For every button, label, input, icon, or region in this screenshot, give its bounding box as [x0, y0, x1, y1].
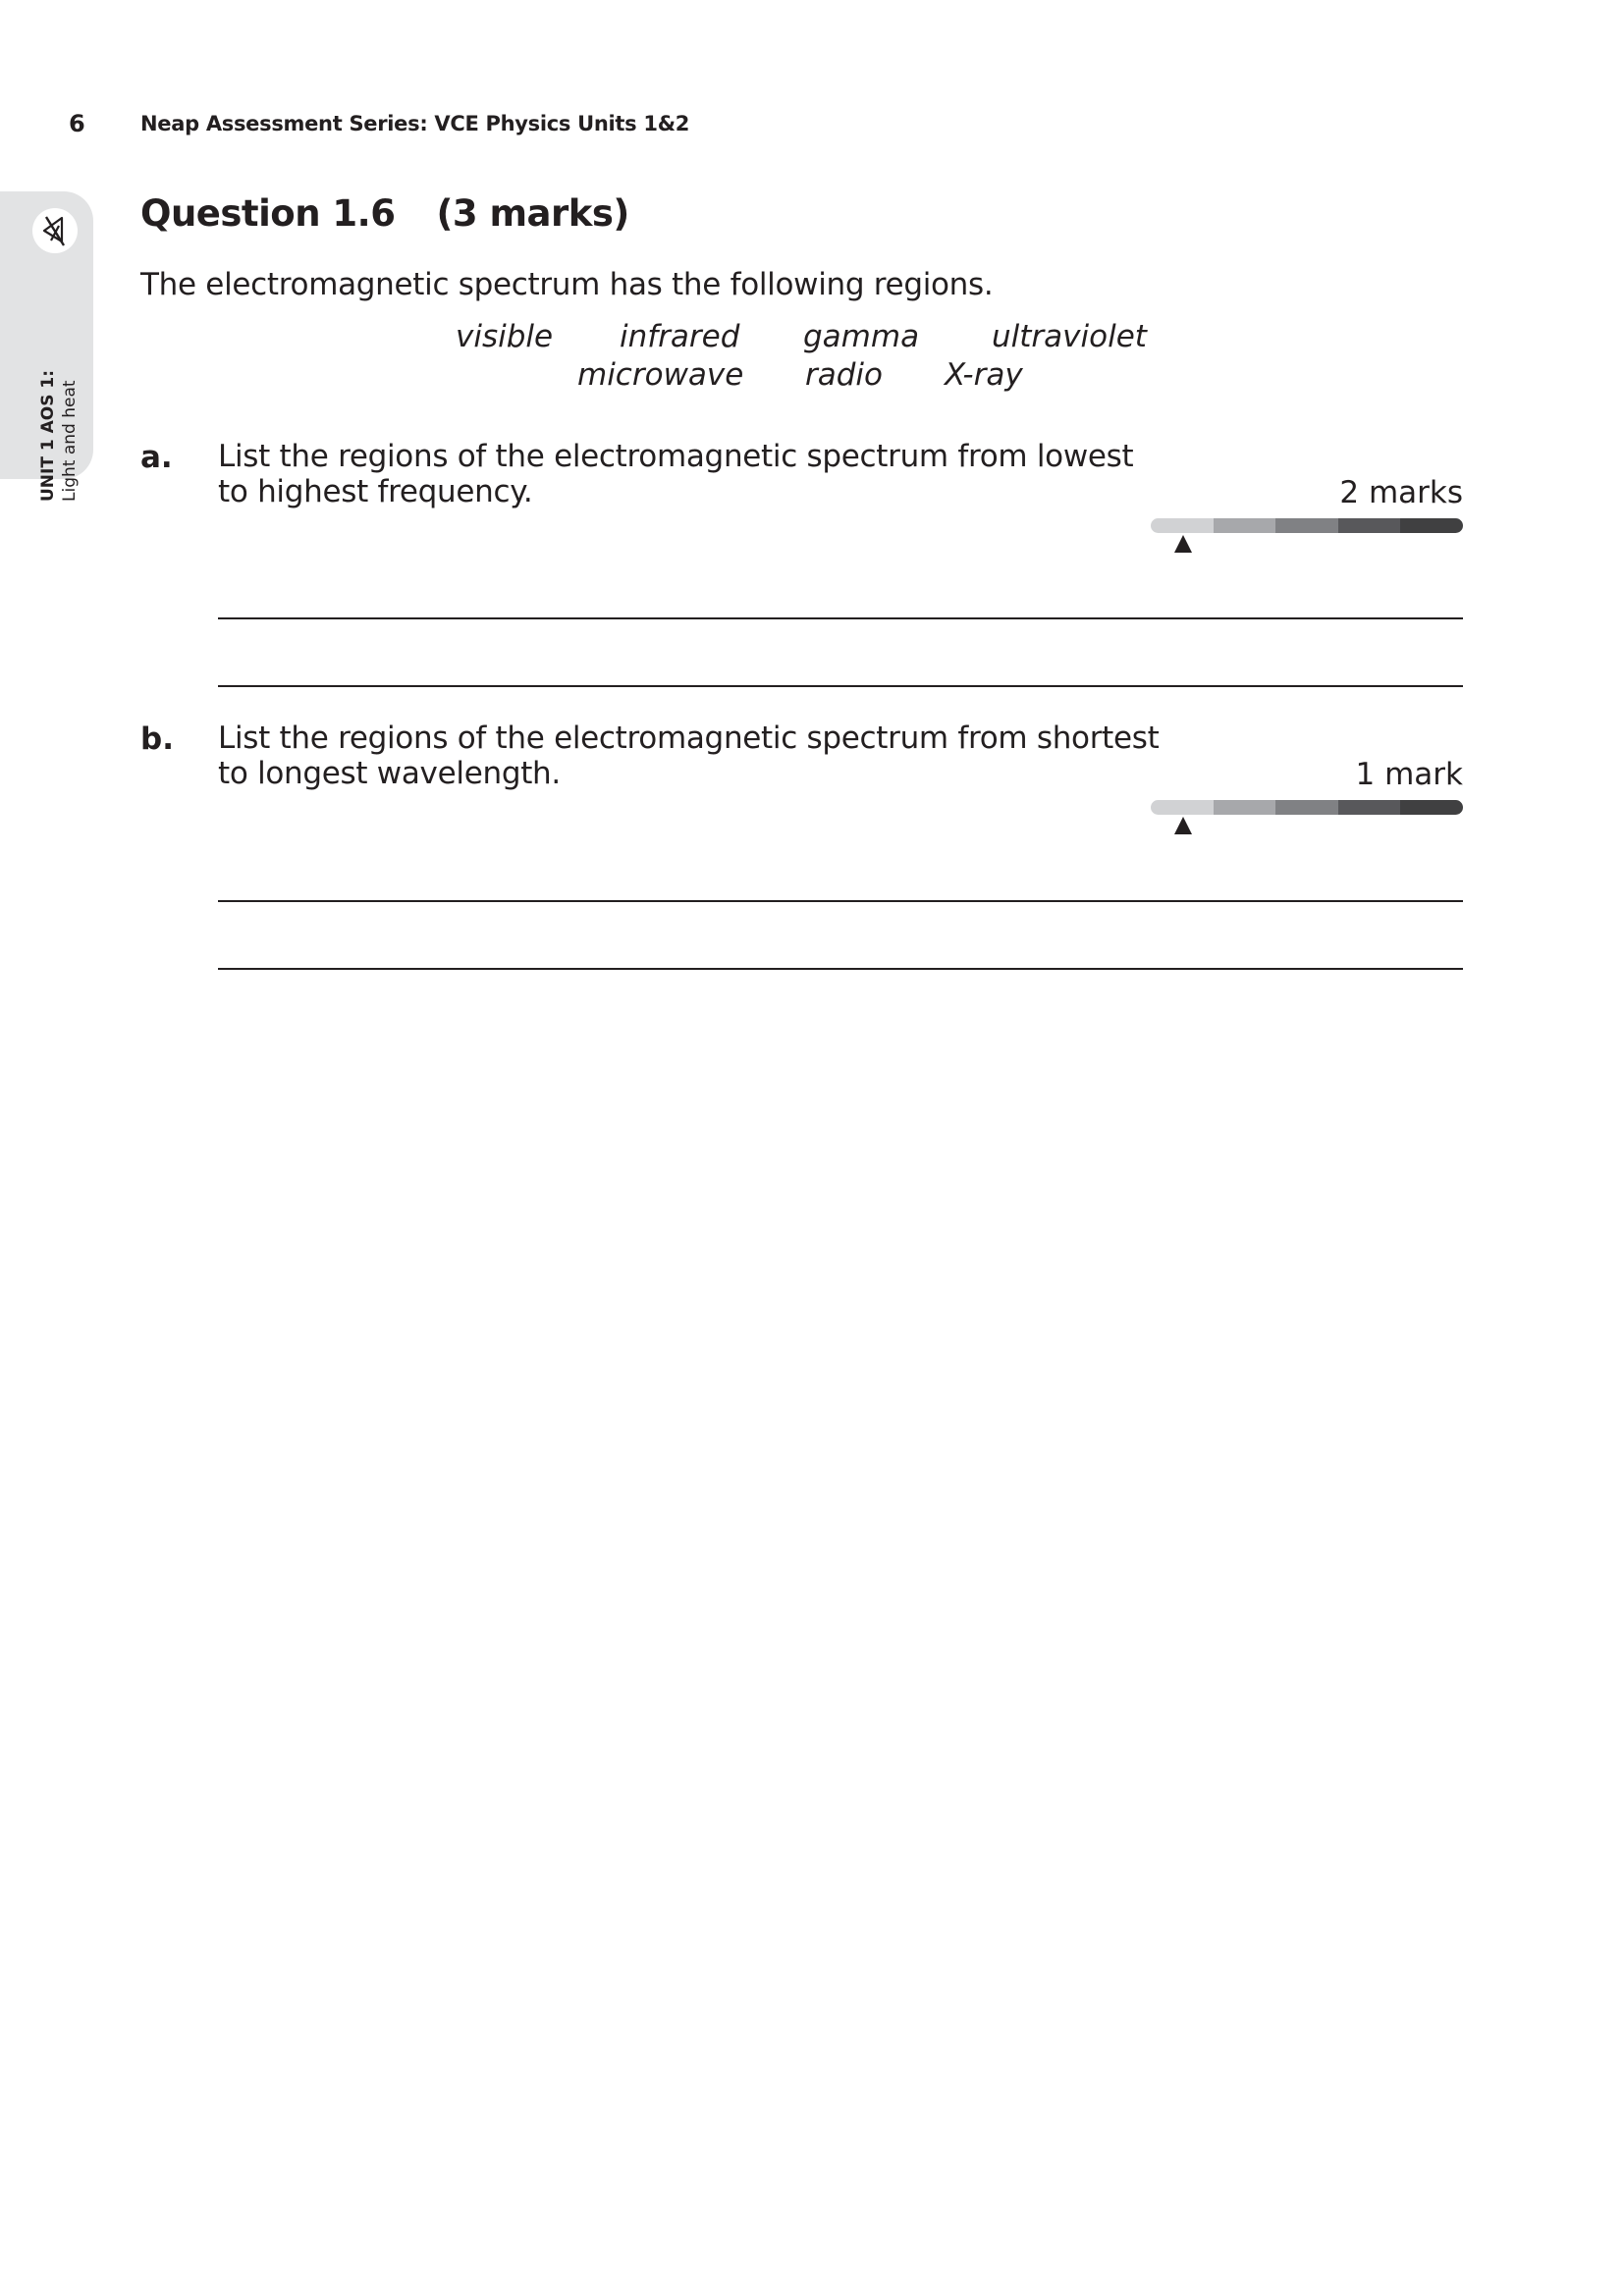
- unit-label-line1: UNIT 1 AOS 1:: [38, 369, 58, 502]
- part-a-marks: 2 marks: [1339, 475, 1463, 510]
- unit-label-line2: Light and heat: [60, 380, 80, 502]
- part-b-marks: 1 mark: [1355, 757, 1463, 792]
- part-b-line1: List the regions of the electromagnetic spectrum from shortest: [218, 721, 1160, 756]
- region-ultraviolet: ultraviolet: [992, 319, 1147, 354]
- region-x-ray: X-ray: [945, 357, 1023, 393]
- question-number: Question 1.6: [140, 192, 396, 235]
- no-calculator-icon: [32, 208, 78, 253]
- question-intro: The electromagnetic spectrum has the following regions.: [140, 267, 994, 302]
- part-b-line2: to longest wavelength.: [218, 756, 561, 791]
- part-a-label: a.: [140, 440, 173, 475]
- part-a-line1: List the regions of the electromagnetic spectrum from lowest: [218, 439, 1134, 474]
- region-infrared: infrared: [620, 319, 740, 354]
- region-radio: radio: [805, 357, 883, 393]
- part-a-answer-line-1[interactable]: [218, 617, 1463, 619]
- running-title: Neap Assessment Series: VCE Physics Units 1&2: [140, 112, 690, 135]
- part-a-difficulty-scale: [1151, 518, 1463, 533]
- question-total-marks: (3 marks): [436, 192, 629, 235]
- part-a-prompt: [218, 439, 1133, 509]
- region-gamma: gamma: [803, 319, 920, 354]
- part-b-answer-line-2[interactable]: [218, 968, 1463, 970]
- unit-side-tab: [0, 191, 93, 502]
- region-visible: visible: [456, 319, 554, 354]
- part-b-label: b.: [140, 721, 174, 757]
- part-b-answer-line-1[interactable]: [218, 900, 1463, 902]
- part-a-difficulty-arrow-icon: [1174, 535, 1192, 553]
- page-number: 6: [69, 110, 85, 137]
- part-b-difficulty-scale: [1151, 800, 1463, 815]
- part-a-line2: to highest frequency.: [218, 474, 533, 509]
- question-title: [140, 192, 629, 235]
- unit-label: [37, 370, 81, 502]
- part-b-prompt: [218, 721, 1160, 791]
- part-a-answer-line-2[interactable]: [218, 685, 1463, 687]
- part-b-difficulty-arrow-icon: [1174, 817, 1192, 834]
- region-microwave: microwave: [577, 357, 744, 393]
